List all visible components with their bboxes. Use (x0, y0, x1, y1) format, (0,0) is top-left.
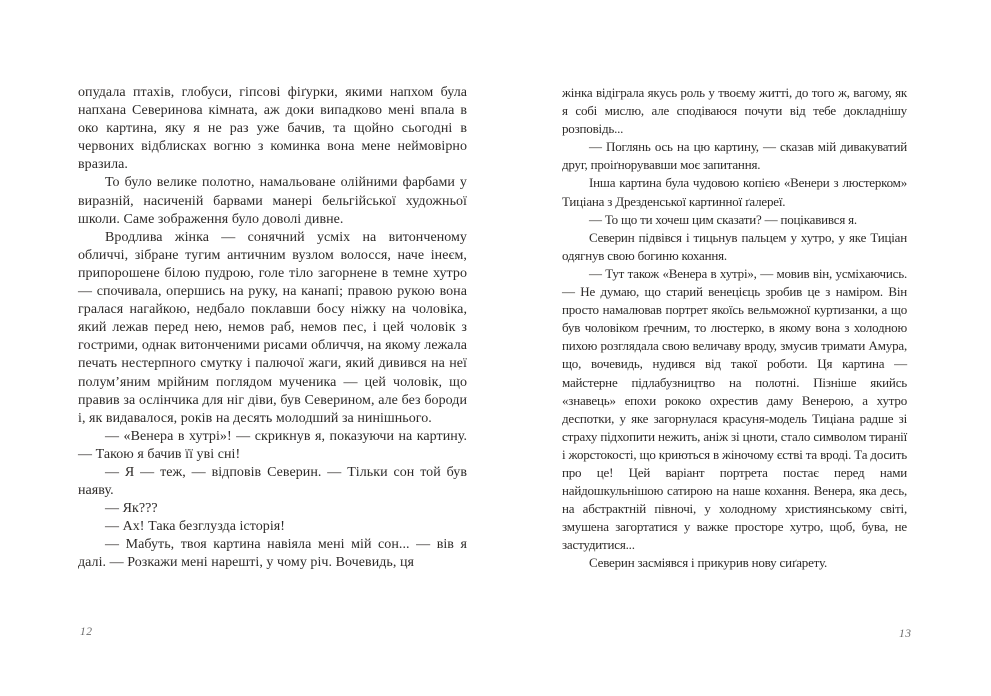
left-page-number: 12 (80, 626, 93, 638)
right-page-text-column (562, 84, 907, 573)
paragraph: Інша картина була чудовою копією «Венери з люстерком» Тиціана з Дрезденської картинної ґалереї. (562, 175, 907, 209)
dialogue-paragraph: — «Венера в хутрі»! — скрикнув я, показуючи на картину. — Такою я бачив її уві сні! (78, 428, 467, 462)
dialogue-paragraph: — Мабуть, твоя картина навіяла мені мій сон... — вів я далі. — Розкажи мені нарешті, у чому річ. Вочевидь, ця (78, 537, 467, 571)
dialogue-paragraph: — Як??? (105, 501, 158, 517)
dialogue-paragraph: — То що ти хочеш цим сказати? — поцікавився я. (589, 211, 857, 227)
dialogue-paragraph: — Ах! Така безглузда історія! (105, 519, 285, 535)
right-page-number: 13 (899, 628, 912, 640)
left-page-text-column (78, 84, 467, 573)
dialogue-paragraph: — Я — теж, — відповів Северин. — Тільки сон той був наяву. (78, 464, 467, 499)
dialogue-paragraph: — Тут також «Венера в хутрі», — мовив він, усміхаючись. — Не думаю, що старий венецієць зробив це з наміром. Він просто намалював портрет якоїсь вельможної куртизанки, а що був чоловіком ґречним, то люстерко, в якому вона з холодною пихою розглядала свою величаву вроду, змусив тримати Амура, що, вочевидь, нудився від такої роботи. Ця картина — майстерне підлабузництво на полотні. Пізніше якийсь «знавець» епохи рококо охрестив даму Венерою, а хутро деспотки, у яке загорнулася красуня-модель Тиціана радше зі страху підхопити нежить, аніж зі цноти, стало символом тиранії і жорстокості, що криються в жіночому єстві та вроді. Та досить про це! Цей варіант портрета постає перед нами найдошкульнішою сатирою на наше кохання. Венера, яка десь, на абстрактній півночі, у холодному християнському світі, змушена загортатися у важке просторе хутро, щоб, бува, не застудитися... (562, 265, 907, 553)
paragraph: Северин засміявся і прикурив нову сиґарету. (589, 555, 827, 571)
paragraph: жінка відіграла якусь роль у твоєму житті, до того ж, вагому, як я собі мислю, але сподіваюся почути від тебе докладнішу розповідь... (562, 85, 907, 137)
paragraph: То було велике полотно, намальоване олійними фарбами у виразній, насиченій барвами манері бельгійської художньої школи. Саме зображення було доволі дивне. (78, 175, 467, 227)
paragraph: Северин підвівся і тицьнув пальцем у хутро, у яке Тиціан одягнув свою богиню кохання. (562, 229, 907, 263)
paragraph: Вродлива жінка — сонячний усміх на витонченому обличчі, зібране тугим античним вузлом волосся, наче інеєм, припорошене білою пудрою, голе тіло загорнене в темне хутро — спочивала, опершись на руку, на канапі; правою рукою вона гралася нагайкою, недбало поклавши босу ніжку на чоловіка, який лежав перед нею, немов раб, немов пес, і цей чоловік з гострими, однак витонченими рисами обличчя, на якому лежала печать нестерпного смутку і палючої жаги, який дивився на неї полум’яним мрійним поглядом мученика — цей чоловік, що правив за ослінчика для ніг діви, був Северином, але без бороди і, як видавалося, років на десять молодший за нинішнього. (78, 229, 467, 426)
paragraph: опудала птахів, глобуси, гіпсові фіґурки, якими напхом була напхана Северинова кімната, аж доки випадково мені впала в око картина, яку я не раз уже бачив, та щойно сьогодні в червоних відблисках вогню з коминка вона мене неймовірно вразила. (78, 85, 467, 173)
dialogue-paragraph: — Поглянь ось на цю картину, — сказав мій дивакуватий друг, проіґнорувавши моє запитання. (562, 139, 907, 173)
